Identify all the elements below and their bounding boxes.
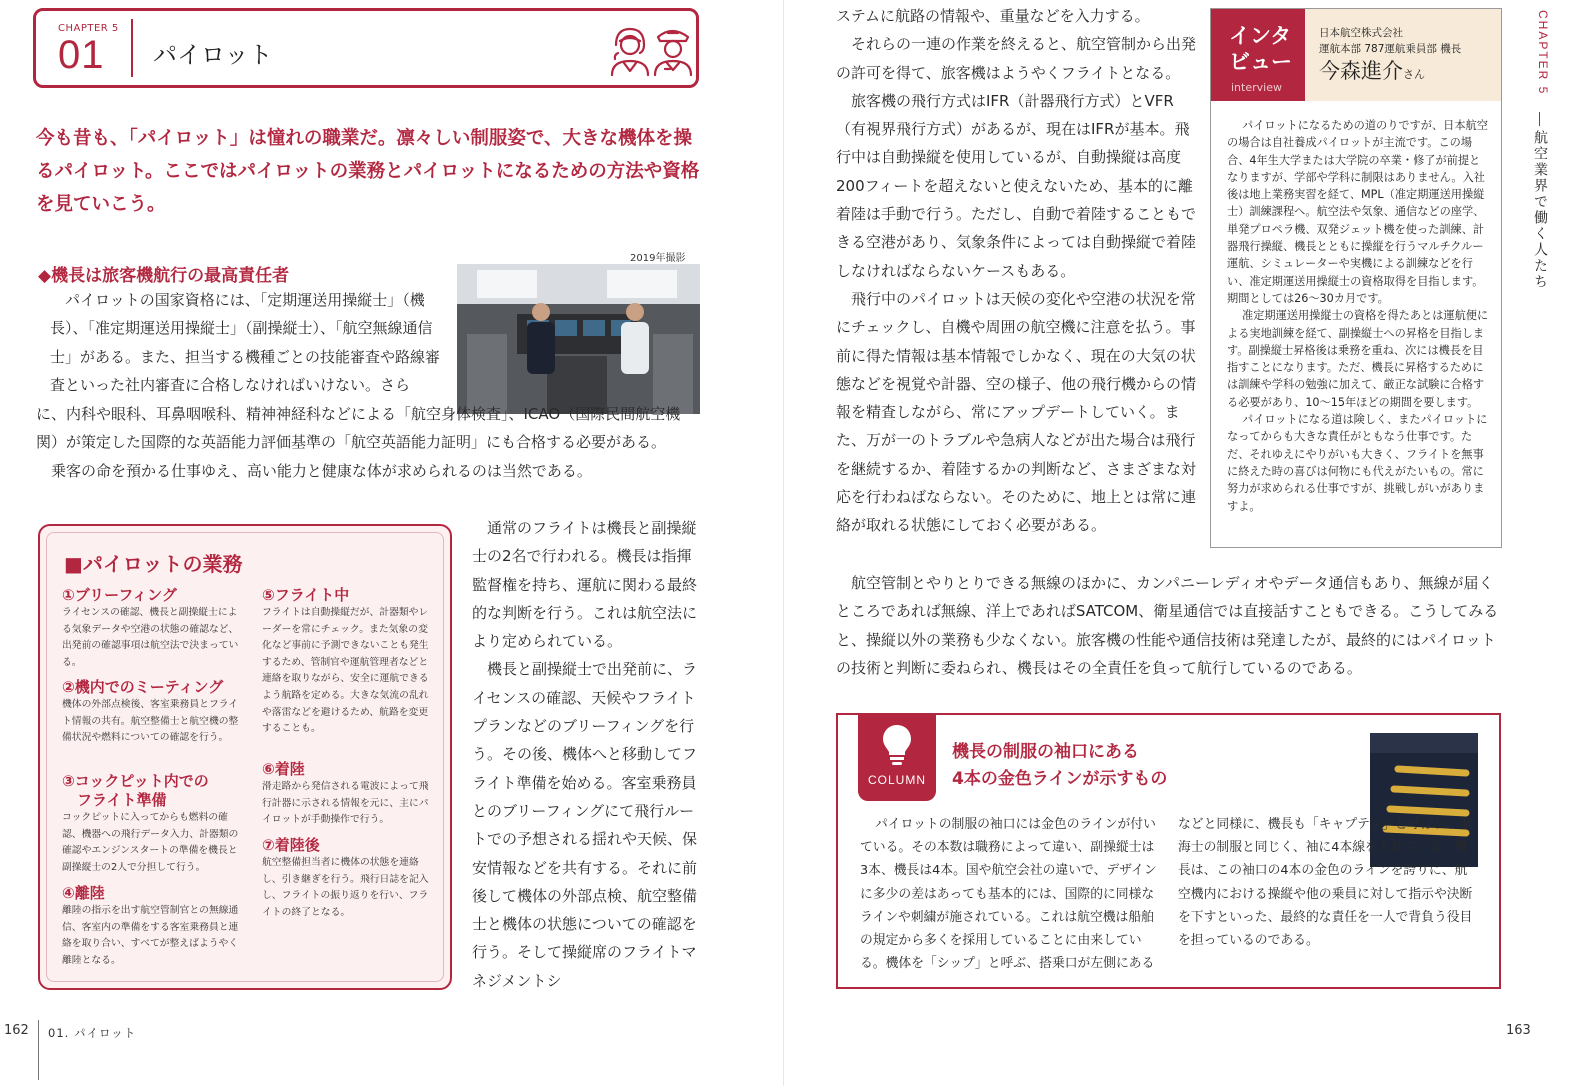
task-item (62, 884, 242, 969)
lightbulb-icon (880, 723, 914, 767)
interview-paragraph-3: パイロットになる道は険しく、またパイロットになってからも大きな責任がともなう仕事です。ただ、それゆえにやりがいも大きく、フライトを無事に終えた時の喜びは何物にも代えがたいもの。常に努力が求められる仕事ですが、挑戦しがいがありますよ。 (1227, 413, 1488, 513)
interview-box (1210, 8, 1502, 548)
side-tab-chapter: CHAPTER 5 (1536, 10, 1550, 96)
interviewee-name (1319, 55, 1425, 85)
right-main-text (836, 2, 1198, 540)
task-item (62, 586, 242, 671)
interview-label-line1: インタ (1229, 24, 1292, 48)
crew-icon (606, 23, 696, 77)
right-paragraph-1: ステムに航路の情報や、重量などを入力する。 (836, 7, 1150, 25)
task-item (262, 586, 434, 738)
lead-paragraph: 今も昔も、「パイロット」は憧れの職業だ。凛々しい制服姿で、大きな機体を操るパイロット。ここではパイロットの業務とパイロットになるための方法や資格を見ていこう。 (36, 128, 700, 215)
column-text-left: パイロットの制服の袖口には金色のラインが付いている。その本数は職務によって違い、副操縦士は3本、機長は4本。国や航空会社の違いで、デザインに多少の差はあっても基本的には、国際的に同様なラインや刺繍が施されている。これは航空機は船舶の規定から多くを採用していることに由来している。機体を「シップ」と呼ぶ、搭乗口が左側にある (860, 817, 1157, 972)
task-item (62, 772, 246, 876)
task-heading: ⑤フライト中 (262, 586, 350, 604)
right-paragraph-2: それらの一連の作業を終えると、航空管制から出発の許可を得て、旅客機はようやくフライトとなる。 (836, 35, 1197, 82)
right-paragraph-4: 飛行中のパイロットは天候の変化や空港の状況を常にチェックし、自機や周囲の航空機に注意を払う。事前に得た情報は基本情報でしかなく、現在の大気の状態などを視覚や計器、空の様子、他の飛行機からの情報を精査しながら、常にアップデートしていく。また、万が一のトラブルや急病人などが出た場合は飛行を継続するか、着陸するかの判断など、さまざまな対応を行わねばならない。そのために、地上とは常に連絡が取れる状態にしておく必要がある。 (836, 289, 1197, 535)
interview-label-block (1211, 9, 1305, 101)
side-tab-rule (1539, 112, 1540, 126)
section-heading: ◆機長は旅客機航行の最高責任者 (38, 266, 290, 286)
interviewee-company: 日本航空株式会社 (1319, 27, 1403, 39)
task-heading: ③コックピット内での フライト準備 (62, 772, 209, 809)
task-heading: ①ブリーフィング (62, 586, 177, 604)
task-item (262, 836, 434, 921)
task-item (62, 678, 242, 747)
page-number-right: 163 (1506, 1023, 1531, 1038)
body-paragraph-2: 乗客の命を預かる仕事ゆえ、高い能力と健康な体が求められるのは当然である。 (51, 461, 592, 480)
interviewee-honorific: さん (1403, 68, 1425, 81)
task-text: フライトは自動操縦だが、計器類やレーダーを常にチェック。また気象の変化など事前に予測できないことも発生するため、管制官や運航管理者などと連絡を取りながら、安全に運航できるよう航路を定める。大きな気流の乱れや落雷などを避けるため、航路を変更することも。 (262, 607, 429, 735)
task-item (262, 760, 434, 829)
task-text: 機体の外部点検後、客室乗務員とフライト情報の共有。航空整備士と航空機の整備状況や燃料についての確認を行う。 (62, 699, 239, 744)
interview-sublabel: interview (1231, 81, 1282, 94)
chapter-number: 01 (58, 33, 105, 77)
side-paragraph-1: 通常のフライトは機長と副操縦士の2名で行われる。機長は指揮監督権を持ち、運航に関わる最終的な判断を行う。これは航空法により定められている。 (472, 519, 698, 651)
pilot-tasks-title: ■パイロットの業務 (64, 552, 243, 576)
interview-paragraph-1: パイロットになるための道のりですが、日本航空の場合は自社養成パイロットが主流です。この場合、4年生大学または大学院の卒業・修了が前提となりますが、学部や学科に制限はありません。入社後は地上業務実習を経て、MPL（准定期運送用操縦士）訓練課程へ。航空法や気象、通信などの座学、単発プロペラ機、双発ジェット機を使った訓練、計器飛行操縦、機長とともに操縦を行うマルチクルー運航、シミュレーターや実機による訓練などを行い、准定期運送用操縦士の資格取得を目指します。期間としては26～30カ月です。 (1227, 119, 1488, 305)
photo-caption: 2019年撮影 (630, 253, 686, 264)
task-text: コックピットに入ってからも燃料の確認、機器への飛行データ入力、計器類の確認やエンジンスタートの準備を機長と副操縦士の2人で分担して行う。 (62, 812, 239, 873)
page-number-left: 162 (4, 1023, 29, 1038)
interviewee-name-text: 今森進介 (1319, 59, 1403, 83)
body-paragraph-1-cont: に、内科や眼科、耳鼻咽喉科、精神神経科などによる「航空身体検査」、ICAO（国際民間航空機関）が策定した国際的な英語能力評価基準の「航空英語能力証明」にも合格する必要がある。 (36, 405, 681, 452)
column-title (952, 739, 1167, 793)
chapter-title: パイロット (153, 41, 273, 69)
interviewee-affiliation (1319, 25, 1461, 57)
interview-paragraph-2: 准定期運送用操縦士の資格を得たあとは運航便による実地訓練を経て、副操縦士への昇格を目指します。副操縦士昇格後は乗務を重ね、次には機長を目指すことになります。ただ、機長に昇格するためには訓練や学科の勉強に加えて、厳正な試験に合格する必要があり、10～15年ほどの期間を要します。 (1227, 309, 1489, 409)
task-heading: ⑦着陸後 (262, 836, 320, 854)
cockpit-photo (457, 264, 700, 414)
column-text-right: などと同様に、機長も「キャプテン」と呼ばれ、航海士の制服と同じく、袖に4本線を入れている。機長は、この袖口の4本の金色のラインを誇りに、航空機内における操縦や他の乗員に対して指示や決断を下すといった、最終的な責任を一人で背負う役目を担っているのである。 (1178, 817, 1473, 949)
task-heading: ⑥着陸 (262, 760, 305, 778)
interview-label-line2: ビュー (1229, 50, 1292, 74)
chapter-separator (131, 19, 133, 77)
side-tab-title: 航空業界で働く人たち (1532, 130, 1548, 290)
side-paragraph-2: 機長と副操縦士で出発前に、ライセンスの確認、天候やフライトプランなどのブリーフィングを行う。その後、機体へと移動してフライト準備を始める。客室乗務員とのブリーフィングにて飛行ルートでの予想される揺れや天候、保安情報などを共有する。それに前後して機体の外部点検、航空整備士と機体の状態についての確認を行う。そして操縦席のフライトマネジメントシ (472, 660, 698, 990)
right-paragraph-3: 旅客機の飛行方式はIFR（計器飛行方式）とVFR（有視界飛行方式）があるが、現在はIFRが基本。飛行中は自動操縦を使用しているが、自動操縦は高度200フィートを超えないと使えないため、基本的に離着陸は手動で行う。ただし、自動で着陸することもできる空港があり、気象条件によっては自動操縦で着陸しなければならないケースもある。 (836, 91, 1197, 280)
interviewee-block (1305, 9, 1501, 101)
task-heading: ④離陸 (62, 884, 105, 902)
chapter-header (33, 8, 699, 88)
pilot-tasks-box (38, 524, 452, 990)
task-heading: ②機内でのミーティング (62, 678, 224, 696)
interviewee-department: 運航本部 787運航乗員部 機長 (1319, 43, 1462, 55)
footer-separator (38, 1020, 39, 1080)
footer-title: 01. パイロット (48, 1026, 137, 1040)
task-text: ライセンスの確認、機長と副操縦士による気象データや空港の状態の確認など、出発前の確認事項は航空法で決まっている。 (62, 607, 239, 668)
body-paragraph-1: パイロットの国家資格には、「定期運送用操縦士」（機長）、「准定期運送用操縦士」（副操縦士）、「航空無線通信士」がある。また、担当する機種ごとの技能審査や路線審査といった社内審査に合格しなければいけない。さら (50, 291, 441, 394)
column-box (836, 713, 1501, 989)
chapter-label: CHAPTER 5 (58, 23, 119, 34)
right-paragraph-5: 航空管制とやりとりできる無線のほかに、カンパニーレディオやデータ通信もあり、無線が届くところであれば無線、洋上であればSATCOM、衛星通信では直接話すこともできる。こうしてみると、操縦以外の業務も少なくない。旅客機の性能や通信技術は発達したが、最終的にはパイロットの技術と判断に委ねられ、機長はその全責任を負って航行しているのである。 (836, 574, 1499, 677)
task-text: 離陸の指示を出す航空管制官との無線通信、客室内の準備をする客室乗務員と連絡を取り合い、すべてが整えばようやく離陸となる。 (62, 905, 239, 966)
task-text: 航空整備担当者に機体の状態を連絡し、引き継ぎを行う。飛行日誌を記入し、フライトの振り返りを行い、フライトの終了となる。 (262, 857, 429, 918)
column-title-line1: 機長の制服の袖口にある (952, 742, 1139, 762)
side-column-text (472, 514, 702, 995)
column-title-line2: 4本の金色ラインが示すもの (952, 769, 1168, 789)
gutter (783, 0, 784, 1086)
body-paragraph-1-continued (36, 400, 701, 485)
task-text: 滑走路から発信される電波によって飛行計器に示される情報を元に、主にパイロットが手動操作で行う。 (262, 781, 429, 826)
column-badge-label: COLUMN (867, 773, 926, 787)
interview-text (1227, 117, 1489, 515)
column-badge (858, 713, 936, 801)
interview-label (1229, 23, 1292, 75)
